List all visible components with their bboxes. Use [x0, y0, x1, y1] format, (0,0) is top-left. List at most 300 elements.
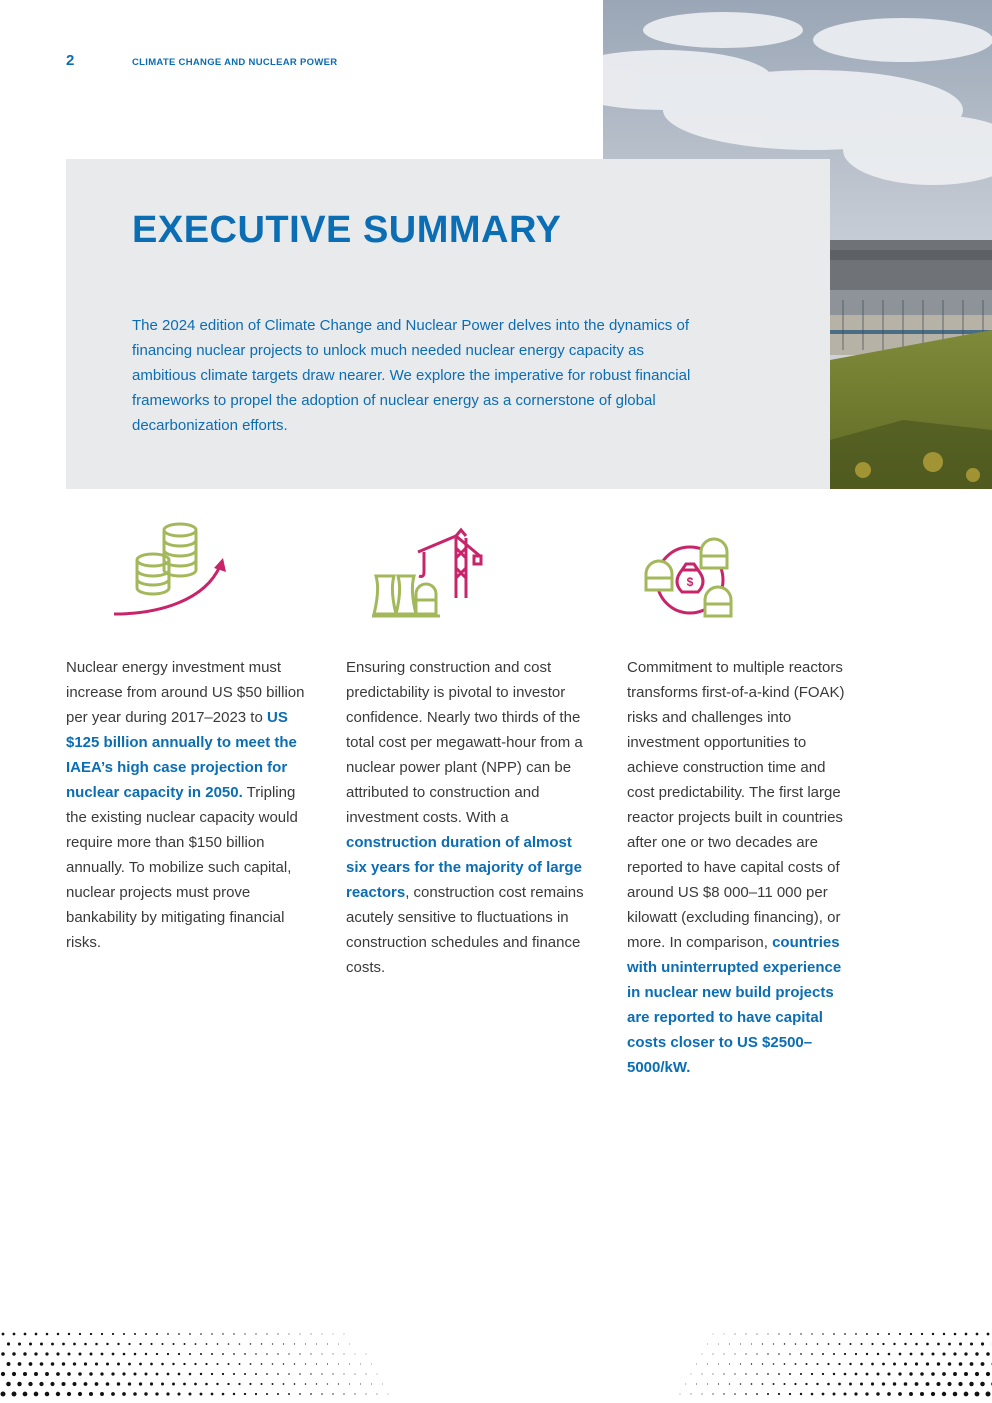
- column-investment: [66, 655, 306, 955]
- halftone-dot: [904, 1343, 906, 1345]
- halftone-dot: [272, 1383, 274, 1385]
- halftone-dot: [360, 1383, 361, 1384]
- halftone-dot: [79, 1333, 81, 1335]
- halftone-dot: [266, 1333, 267, 1334]
- halftone-dot: [216, 1383, 218, 1385]
- halftone-dot: [882, 1382, 885, 1385]
- halftone-dot: [866, 1373, 869, 1376]
- coin-stacks-growth-arrow-icon: [110, 520, 230, 625]
- halftone-dot: [310, 1353, 311, 1354]
- column-construction-highlight: construction duration of almost six years for the majority of large reactors: [346, 834, 582, 901]
- halftone-dot: [310, 1373, 311, 1374]
- halftone-dot: [51, 1362, 55, 1366]
- halftone-dot: [133, 1392, 137, 1396]
- halftone-dot: [161, 1343, 163, 1345]
- halftone-dot: [877, 1333, 879, 1335]
- halftone-dot: [288, 1333, 289, 1334]
- halftone-dot: [947, 1382, 951, 1386]
- halftone-dot: [740, 1343, 741, 1344]
- halftone-dot: [910, 1353, 913, 1356]
- halftone-dot: [34, 1352, 37, 1355]
- halftone-dot: [122, 1372, 125, 1375]
- halftone-dot: [277, 1353, 278, 1354]
- halftone-dot: [855, 1333, 857, 1335]
- running-header: CLIMATE CHANGE AND NUCLEAR POWER: [132, 57, 338, 68]
- halftone-dots-left: [0, 1330, 460, 1403]
- halftone-dot: [200, 1333, 202, 1335]
- halftone-dot: [200, 1373, 202, 1375]
- halftone-dot: [222, 1393, 225, 1396]
- halftone-dot: [18, 1342, 21, 1345]
- halftone-dot: [958, 1382, 962, 1386]
- halftone-dot: [333, 1334, 334, 1335]
- halftone-dot: [696, 1384, 697, 1385]
- halftone-dot: [50, 1382, 54, 1386]
- halftone-dot: [344, 1334, 345, 1335]
- halftone-dot: [45, 1352, 48, 1355]
- halftone-dot: [712, 1373, 713, 1374]
- halftone-dot: [893, 1363, 896, 1366]
- halftone-dot: [899, 1333, 901, 1335]
- halftone-dot: [183, 1383, 186, 1386]
- halftone-dot: [255, 1333, 256, 1334]
- halftone-dot: [762, 1343, 763, 1344]
- halftone-dot: [167, 1333, 169, 1335]
- halftone-dot: [795, 1343, 797, 1345]
- halftone-dot: [134, 1333, 136, 1335]
- halftone-dot: [893, 1382, 896, 1385]
- halftone-dot: [811, 1393, 814, 1396]
- halftone-dot: [166, 1392, 169, 1395]
- halftone-dot: [310, 1393, 312, 1395]
- halftone-dot: [145, 1373, 148, 1376]
- halftone-dot: [173, 1343, 175, 1345]
- halftone-dot: [73, 1362, 76, 1365]
- halftone-dot: [778, 1333, 779, 1334]
- halftone-dot: [745, 1373, 746, 1374]
- halftone-dot: [811, 1353, 813, 1355]
- halftone-dot: [261, 1343, 262, 1344]
- halftone-dot: [691, 1394, 692, 1395]
- halftone-dot: [822, 1333, 824, 1335]
- halftone-dot: [366, 1354, 367, 1355]
- halftone-dot: [178, 1373, 181, 1376]
- halftone-dot: [266, 1353, 268, 1355]
- halftone-dot: [89, 1392, 93, 1396]
- halftone-dot: [172, 1363, 174, 1365]
- halftone-dot: [344, 1354, 345, 1355]
- halftone-dot: [707, 1364, 708, 1365]
- halftone-dot: [29, 1342, 32, 1345]
- column-construction-text-2: , construction cost remains acutely sensitive to fluctuations in construction schedules and finance costs.: [346, 884, 584, 976]
- halftone-dot: [866, 1333, 868, 1335]
- halftone-dot: [34, 1392, 39, 1397]
- halftone-dot: [145, 1333, 147, 1335]
- halftone-dot: [321, 1393, 323, 1395]
- halftone-dot: [975, 1392, 980, 1397]
- halftone-dot: [106, 1343, 108, 1345]
- column-investment-highlight: US $125 billion annually to meet the IAEA’s high case projection for nuclear capacity in 2050.: [66, 709, 297, 801]
- halftone-dot: [12, 1392, 17, 1397]
- halftone-dot: [327, 1344, 328, 1345]
- page-number: 2: [66, 52, 75, 69]
- halftone-dot: [734, 1353, 735, 1354]
- halftone-dot: [338, 1344, 339, 1345]
- halftone-dot: [816, 1363, 818, 1365]
- halftone-dot: [811, 1373, 813, 1375]
- column-investment-text-1: Nuclear energy investment must increase from around US $50 billion per year during 2017–2023 to: [66, 659, 305, 726]
- halftone-dot: [680, 1394, 681, 1395]
- halftone-dot: [40, 1362, 44, 1366]
- halftone-dot: [371, 1384, 372, 1385]
- halftone-dot: [90, 1333, 92, 1335]
- halftone-dot: [365, 1393, 366, 1394]
- halftone-dot: [327, 1383, 328, 1384]
- halftone-dot: [227, 1383, 229, 1385]
- halftone-dot: [773, 1363, 775, 1365]
- halftone-dot: [959, 1343, 962, 1346]
- halftone-dot: [67, 1372, 71, 1376]
- halftone-dot: [729, 1383, 730, 1384]
- halftone-dot: [805, 1383, 807, 1385]
- halftone-dot: [167, 1373, 170, 1376]
- halftone-dot: [349, 1364, 350, 1365]
- halftone-dot: [986, 1352, 990, 1356]
- halftone-dot: [117, 1343, 119, 1345]
- halftone-dot: [84, 1382, 88, 1386]
- halftone-dot: [702, 1374, 703, 1375]
- halftone-dot: [117, 1363, 120, 1366]
- column-multiple-reactors: [627, 655, 852, 1080]
- halftone-dot: [239, 1343, 241, 1345]
- halftone-dot: [942, 1372, 946, 1376]
- halftone-dot: [249, 1383, 251, 1385]
- halftone-dot: [222, 1353, 224, 1355]
- money-bag-cycle-reactors-icon: [642, 520, 742, 625]
- halftone-dot: [117, 1382, 120, 1385]
- halftone-dot: [299, 1393, 301, 1395]
- halftone-dot: [822, 1353, 824, 1355]
- halftone-dot: [833, 1393, 836, 1396]
- halftone-dot: [871, 1343, 873, 1345]
- halftone-dot: [244, 1353, 246, 1355]
- halftone-dot: [948, 1362, 952, 1366]
- halftone-dot: [139, 1363, 142, 1366]
- halftone-dot: [161, 1382, 164, 1385]
- halftone-dot: [915, 1382, 919, 1386]
- halftone-dot: [828, 1343, 830, 1345]
- halftone-dot: [112, 1333, 114, 1335]
- halftone-dot: [948, 1343, 951, 1346]
- halftone-dot: [773, 1383, 775, 1385]
- halftone-dot: [316, 1344, 317, 1345]
- halftone-dot: [150, 1363, 153, 1366]
- halftone-dot: [762, 1363, 764, 1365]
- halftone-dot: [854, 1392, 857, 1395]
- halftone-dot: [255, 1393, 257, 1395]
- halftone-dot: [707, 1383, 708, 1384]
- halftone-dot: [729, 1363, 730, 1364]
- halftone-dot: [926, 1362, 929, 1365]
- halftone-dot: [305, 1363, 306, 1364]
- halftone-dot: [205, 1363, 207, 1365]
- halftone-dot: [35, 1333, 38, 1336]
- halftone-dot: [112, 1353, 115, 1356]
- halftone-dot: [909, 1392, 913, 1396]
- halftone-dot: [266, 1373, 268, 1375]
- halftone-dot: [767, 1393, 769, 1395]
- halftone-dot: [920, 1392, 924, 1396]
- halftone-dot: [12, 1352, 15, 1355]
- halftone-dot: [238, 1383, 240, 1385]
- halftone-dot: [745, 1353, 746, 1354]
- halftone-dot: [909, 1372, 912, 1375]
- halftone-dot: [18, 1362, 22, 1366]
- halftone-dot: [28, 1382, 32, 1386]
- halftone-dot: [78, 1372, 82, 1376]
- halftone-dot: [838, 1383, 841, 1386]
- halftone-dot: [39, 1382, 43, 1386]
- halftone-dot: [735, 1334, 736, 1335]
- halftone-dot: [233, 1353, 235, 1355]
- halftone-dot: [800, 1373, 802, 1375]
- halftone-dot: [713, 1334, 714, 1335]
- halftone-dot: [46, 1333, 49, 1336]
- halftone-dot: [255, 1353, 257, 1355]
- halftone-dot: [123, 1353, 126, 1356]
- column-multiple-reactors-text-1: Commitment to multiple reactors transforms first-of-a-kind (FOAK) risks and challenges into investment opportunities to achieve construction time and cost predictability. The first large reactor projects built in countries after one or two decades are reported to have capital costs of around US $8 000–11 000 per kilowatt (excluding financing), or more. In comparison,: [627, 659, 845, 951]
- halftone-dot: [371, 1364, 372, 1365]
- halftone-dot: [954, 1333, 957, 1336]
- halftone-dot: [986, 1372, 990, 1376]
- halftone-dot: [713, 1354, 714, 1355]
- halftone-dot: [888, 1353, 891, 1356]
- halftone-dot: [734, 1393, 736, 1395]
- halftone-dot: [696, 1364, 697, 1365]
- svg-text:$: $: [686, 575, 694, 589]
- halftone-dot: [305, 1383, 307, 1385]
- halftone-dot: [79, 1353, 82, 1356]
- halftone-dot: [877, 1353, 879, 1355]
- halftone-dot: [67, 1352, 70, 1355]
- halftone-dot: [986, 1392, 991, 1397]
- halftone-dot: [200, 1353, 202, 1355]
- halftone-dot: [850, 1343, 852, 1345]
- halftone-dot: [937, 1343, 940, 1346]
- halftone-dot: [100, 1392, 104, 1396]
- halftone-dot: [746, 1334, 747, 1335]
- halftone-dot: [161, 1363, 164, 1366]
- halftone-dot: [723, 1393, 724, 1394]
- halftone-dot: [332, 1393, 333, 1394]
- halftone-dot: [216, 1363, 218, 1365]
- halftone-dot: [965, 1333, 968, 1336]
- halftone-dot: [723, 1373, 724, 1374]
- halftone-dot: [13, 1333, 16, 1336]
- halftone-dot: [0, 1391, 5, 1396]
- halftone-dot: [942, 1392, 946, 1396]
- halftone-dot: [139, 1343, 141, 1345]
- halftone-dot: [73, 1382, 77, 1386]
- halftone-dot: [288, 1353, 289, 1354]
- halftone-dot: [23, 1392, 28, 1397]
- halftone-dot: [767, 1333, 768, 1334]
- halftone-dot: [926, 1343, 929, 1346]
- halftone-dot: [24, 1333, 27, 1336]
- halftone-dot: [57, 1333, 60, 1336]
- halftone-dot: [382, 1384, 383, 1385]
- halftone-dot: [145, 1353, 147, 1355]
- halftone-dot: [250, 1363, 252, 1365]
- halftone-dot: [139, 1382, 142, 1385]
- halftone-dot: [921, 1353, 924, 1356]
- halftone-dot: [189, 1353, 191, 1355]
- halftone-dot: [953, 1392, 958, 1397]
- halftone-dot: [89, 1372, 92, 1375]
- halftone-dot: [189, 1373, 192, 1376]
- section-title: EXECUTIVE SUMMARY: [132, 209, 562, 251]
- halftone-dot: [67, 1392, 71, 1396]
- halftone-dot: [844, 1353, 846, 1355]
- halftone-dot: [740, 1363, 741, 1364]
- halftone-dot: [893, 1343, 895, 1345]
- halftone-dot: [904, 1362, 907, 1365]
- halftone-dot: [29, 1362, 33, 1366]
- halftone-dot: [377, 1374, 378, 1375]
- halftone-dot: [778, 1373, 780, 1375]
- halftone-dot: [194, 1363, 196, 1365]
- halftone-dot: [195, 1343, 197, 1345]
- halftone-dot: [783, 1383, 785, 1385]
- halftone-dot: [6, 1382, 11, 1387]
- halftone-dot: [932, 1333, 934, 1335]
- halftone-dot: [184, 1343, 186, 1345]
- halftone-dot: [691, 1374, 692, 1375]
- halftone-dot: [51, 1343, 54, 1346]
- power-plant-crane-icon: [368, 520, 488, 625]
- halftone-dot: [123, 1333, 125, 1335]
- halftone-dot: [277, 1333, 278, 1334]
- halftone-dot: [106, 1382, 110, 1386]
- halftone-dot: [980, 1382, 985, 1387]
- halftone-dot: [217, 1343, 219, 1345]
- halftone-dot: [964, 1392, 969, 1397]
- halftone-dot: [233, 1373, 235, 1375]
- halftone-dot: [239, 1363, 241, 1365]
- halftone-dot: [316, 1363, 317, 1364]
- halftone-dot: [866, 1353, 868, 1355]
- halftone-dot: [855, 1373, 858, 1376]
- halftone-dot: [876, 1392, 879, 1395]
- halftone-dot: [970, 1342, 973, 1345]
- halftone-dot: [756, 1393, 758, 1395]
- halftone-dot: [338, 1383, 339, 1384]
- halftone-dot: [211, 1353, 213, 1355]
- halftone-dot: [898, 1372, 901, 1375]
- halftone-dot: [701, 1393, 702, 1394]
- halftone-dot: [795, 1363, 797, 1365]
- halftone-dot: [685, 1384, 686, 1385]
- halftone-dot: [40, 1343, 43, 1346]
- halftone-dot: [827, 1383, 830, 1386]
- halftone-dot: [332, 1373, 333, 1374]
- halftone-dot: [183, 1363, 185, 1365]
- halftone-dot: [206, 1343, 208, 1345]
- halftone-dot: [84, 1343, 87, 1346]
- halftone-dot: [338, 1363, 339, 1364]
- halftone-dot: [321, 1353, 322, 1354]
- halftone-dot: [244, 1373, 246, 1375]
- halftone-dots-right: [622, 1330, 992, 1403]
- halftone-dot: [865, 1392, 868, 1395]
- halftone-dot: [833, 1353, 835, 1355]
- halftone-dot: [839, 1343, 841, 1345]
- halftone-dot: [311, 1334, 312, 1335]
- halftone-dot: [250, 1343, 251, 1344]
- halftone-dot: [56, 1392, 60, 1396]
- halftone-dot: [871, 1363, 874, 1366]
- halftone-dot: [288, 1373, 290, 1375]
- halftone-dot: [860, 1382, 863, 1385]
- halftone-dot: [23, 1352, 26, 1355]
- halftone-dot: [931, 1392, 935, 1396]
- halftone-dot: [778, 1353, 780, 1355]
- halftone-dot: [800, 1333, 801, 1334]
- halftone-dot: [937, 1382, 941, 1386]
- halftone-dot: [62, 1362, 65, 1365]
- halftone-dot: [2, 1333, 5, 1336]
- halftone-dot: [921, 1333, 923, 1335]
- halftone-dot: [964, 1352, 967, 1355]
- halftone-dot: [734, 1373, 735, 1374]
- halftone-dot: [740, 1383, 742, 1385]
- halftone-dot: [17, 1382, 21, 1386]
- halftone-dot: [316, 1383, 317, 1384]
- halftone-dot: [931, 1372, 935, 1376]
- halftone-dot: [56, 1352, 59, 1355]
- halftone-dot: [817, 1343, 819, 1345]
- halftone-dot: [784, 1343, 785, 1344]
- halftone-dot: [1, 1352, 5, 1356]
- halftone-dot: [150, 1343, 152, 1345]
- halftone-dot: [789, 1333, 790, 1334]
- halftone-dot: [222, 1333, 223, 1334]
- halftone-dot: [90, 1353, 93, 1356]
- halftone-dot: [778, 1393, 780, 1395]
- column-construction-text-1: Ensuring construction and cost predictability is pivotal to investor confidence. Nearly two thirds of the total cost per megawatt-hour from a nuclear power plant (NPP) can be attributed to construction and investment costs. With a: [346, 659, 583, 826]
- halftone-dot: [101, 1333, 103, 1335]
- halftone-dot: [822, 1393, 825, 1396]
- halftone-dot: [56, 1372, 60, 1376]
- halftone-dot: [177, 1392, 180, 1395]
- halftone-dot: [327, 1363, 328, 1364]
- halftone-dot: [222, 1373, 224, 1375]
- halftone-dot: [95, 1343, 98, 1346]
- halftone-dot: [773, 1343, 774, 1344]
- halftone-dot: [702, 1354, 703, 1355]
- halftone-dot: [794, 1383, 796, 1385]
- halftone-dot: [45, 1372, 49, 1376]
- halftone-dot: [987, 1333, 990, 1336]
- halftone-dot: [981, 1342, 984, 1345]
- column-investment-text-2: Tripling the existing nuclear capacity would require more than $150 billion annually. To mobilize such capital, nuclear projects must prove bankability by mitigating financial risks.: [66, 784, 298, 951]
- halftone-dot: [833, 1333, 835, 1335]
- halftone-dot: [194, 1383, 197, 1386]
- halftone-dot: [205, 1383, 208, 1386]
- halftone-dot: [366, 1374, 367, 1375]
- halftone-dot: [806, 1343, 808, 1345]
- halftone-dot: [283, 1343, 284, 1344]
